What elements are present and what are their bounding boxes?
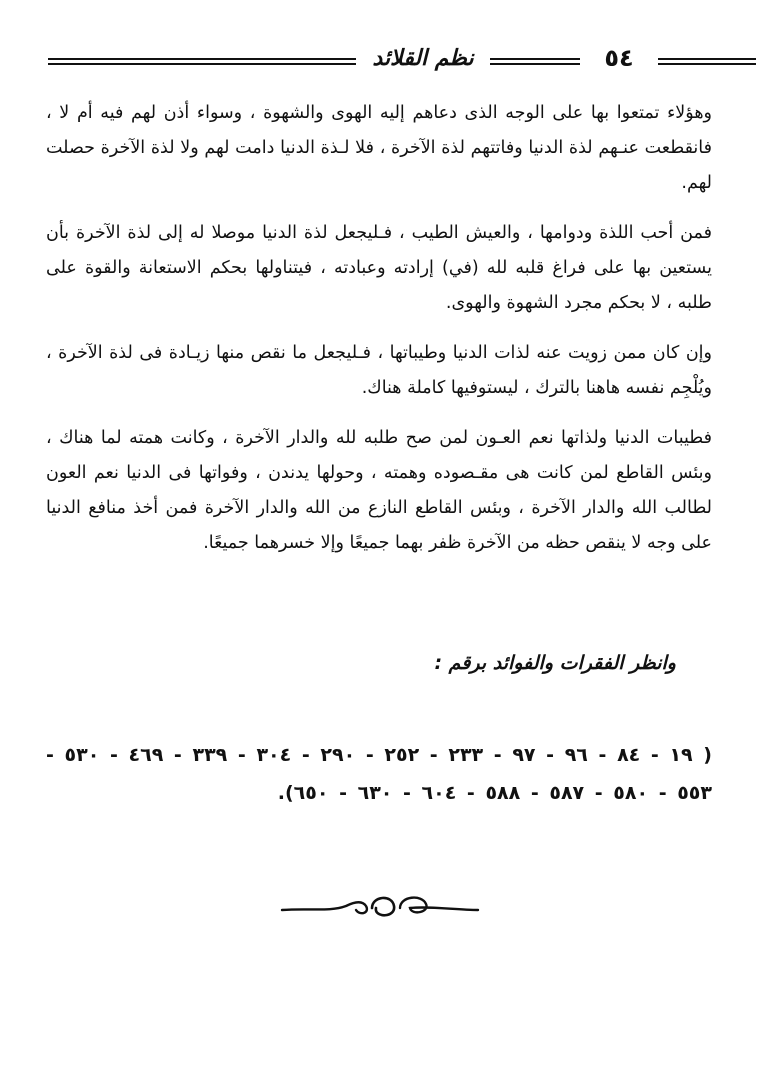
header-rule-right <box>658 58 756 65</box>
page-header <box>40 44 718 80</box>
paragraph-4: فطيبات الدنيا ولذاتها نعم العـون لمن صح طلبه لله والدار الآخرة ، وكانت همته لما هناك ، وبئس القاطع لمن كانت هى مقـصوده وهمته ، وحولها يدندن ، وفواتها فى الدنيا نعم العون لطالب الله والدار الآخرة ، وبئس القاطع النازع من الله والدار الآخرة فمن أخذ منافع الدنيا على وجه لا ينقص حظه من الآخرة ظفر بهما جميعًا وإلا خسرهما جميعًا. <box>46 428 712 553</box>
paragraph-2: فمن أحب اللذة ودوامها ، والعيش الطيب ، فـليجعل لذة الدنيا موصلا له إلى لذة الآخرة بأن يستعين بها على فراغ قلبه لله (في) إرادته وعبادته ، فيتناولها بحكم الاستعانة والقوة على طلبه ، لا بحكم مجرد الشهوة والهوى. <box>46 223 712 313</box>
header-rule-left <box>48 58 356 65</box>
ornament-divider <box>280 886 480 926</box>
paragraph-3: وإن كان ممن زويت عنه لذات الدنيا وطيباتها ، فـليجعل ما نقص منها زيـادة فى لذة الآخرة ، ويُلْجِم نفسه هاهنا بالترك ، ليستوفيها كاملة هناك. <box>46 343 712 398</box>
paragraph-1: وهؤلاء تمتعوا بها على الوجه الذى دعاهم إليه الهوى والشهوة ، وسواء أذن لهم فيه أم لا ، فانقطعت عنـهم لذة الدنيا وفاتتهم لذة الآخرة ، فلا لـذة الدنيا دامت لهم ولا لذة الآخرة حصلت لهم. <box>46 103 712 193</box>
reference-numbers: ( ١٩ - ٨٤ - ٩٦ - ٩٧ - ٢٣٣ - ٢٥٢ - ٢٩٠ - ٣٠٤ - ٣٣٩ - ٤٦٩ - ٥٣٠ - ٥٥٣ - ٥٨٠ - ٥٨٧ - ٥٨٨ - ٦٠٤ - ٦٣٠ - ٦٥٠). <box>46 744 712 804</box>
body-text <box>46 96 712 576</box>
page-number: ٥٤ <box>604 44 634 72</box>
header-rule-middle <box>490 58 580 65</box>
see-also-heading: وانظر الفقرات والفوائد برقم : <box>434 652 676 674</box>
running-title: نظم القلائد <box>372 46 474 71</box>
